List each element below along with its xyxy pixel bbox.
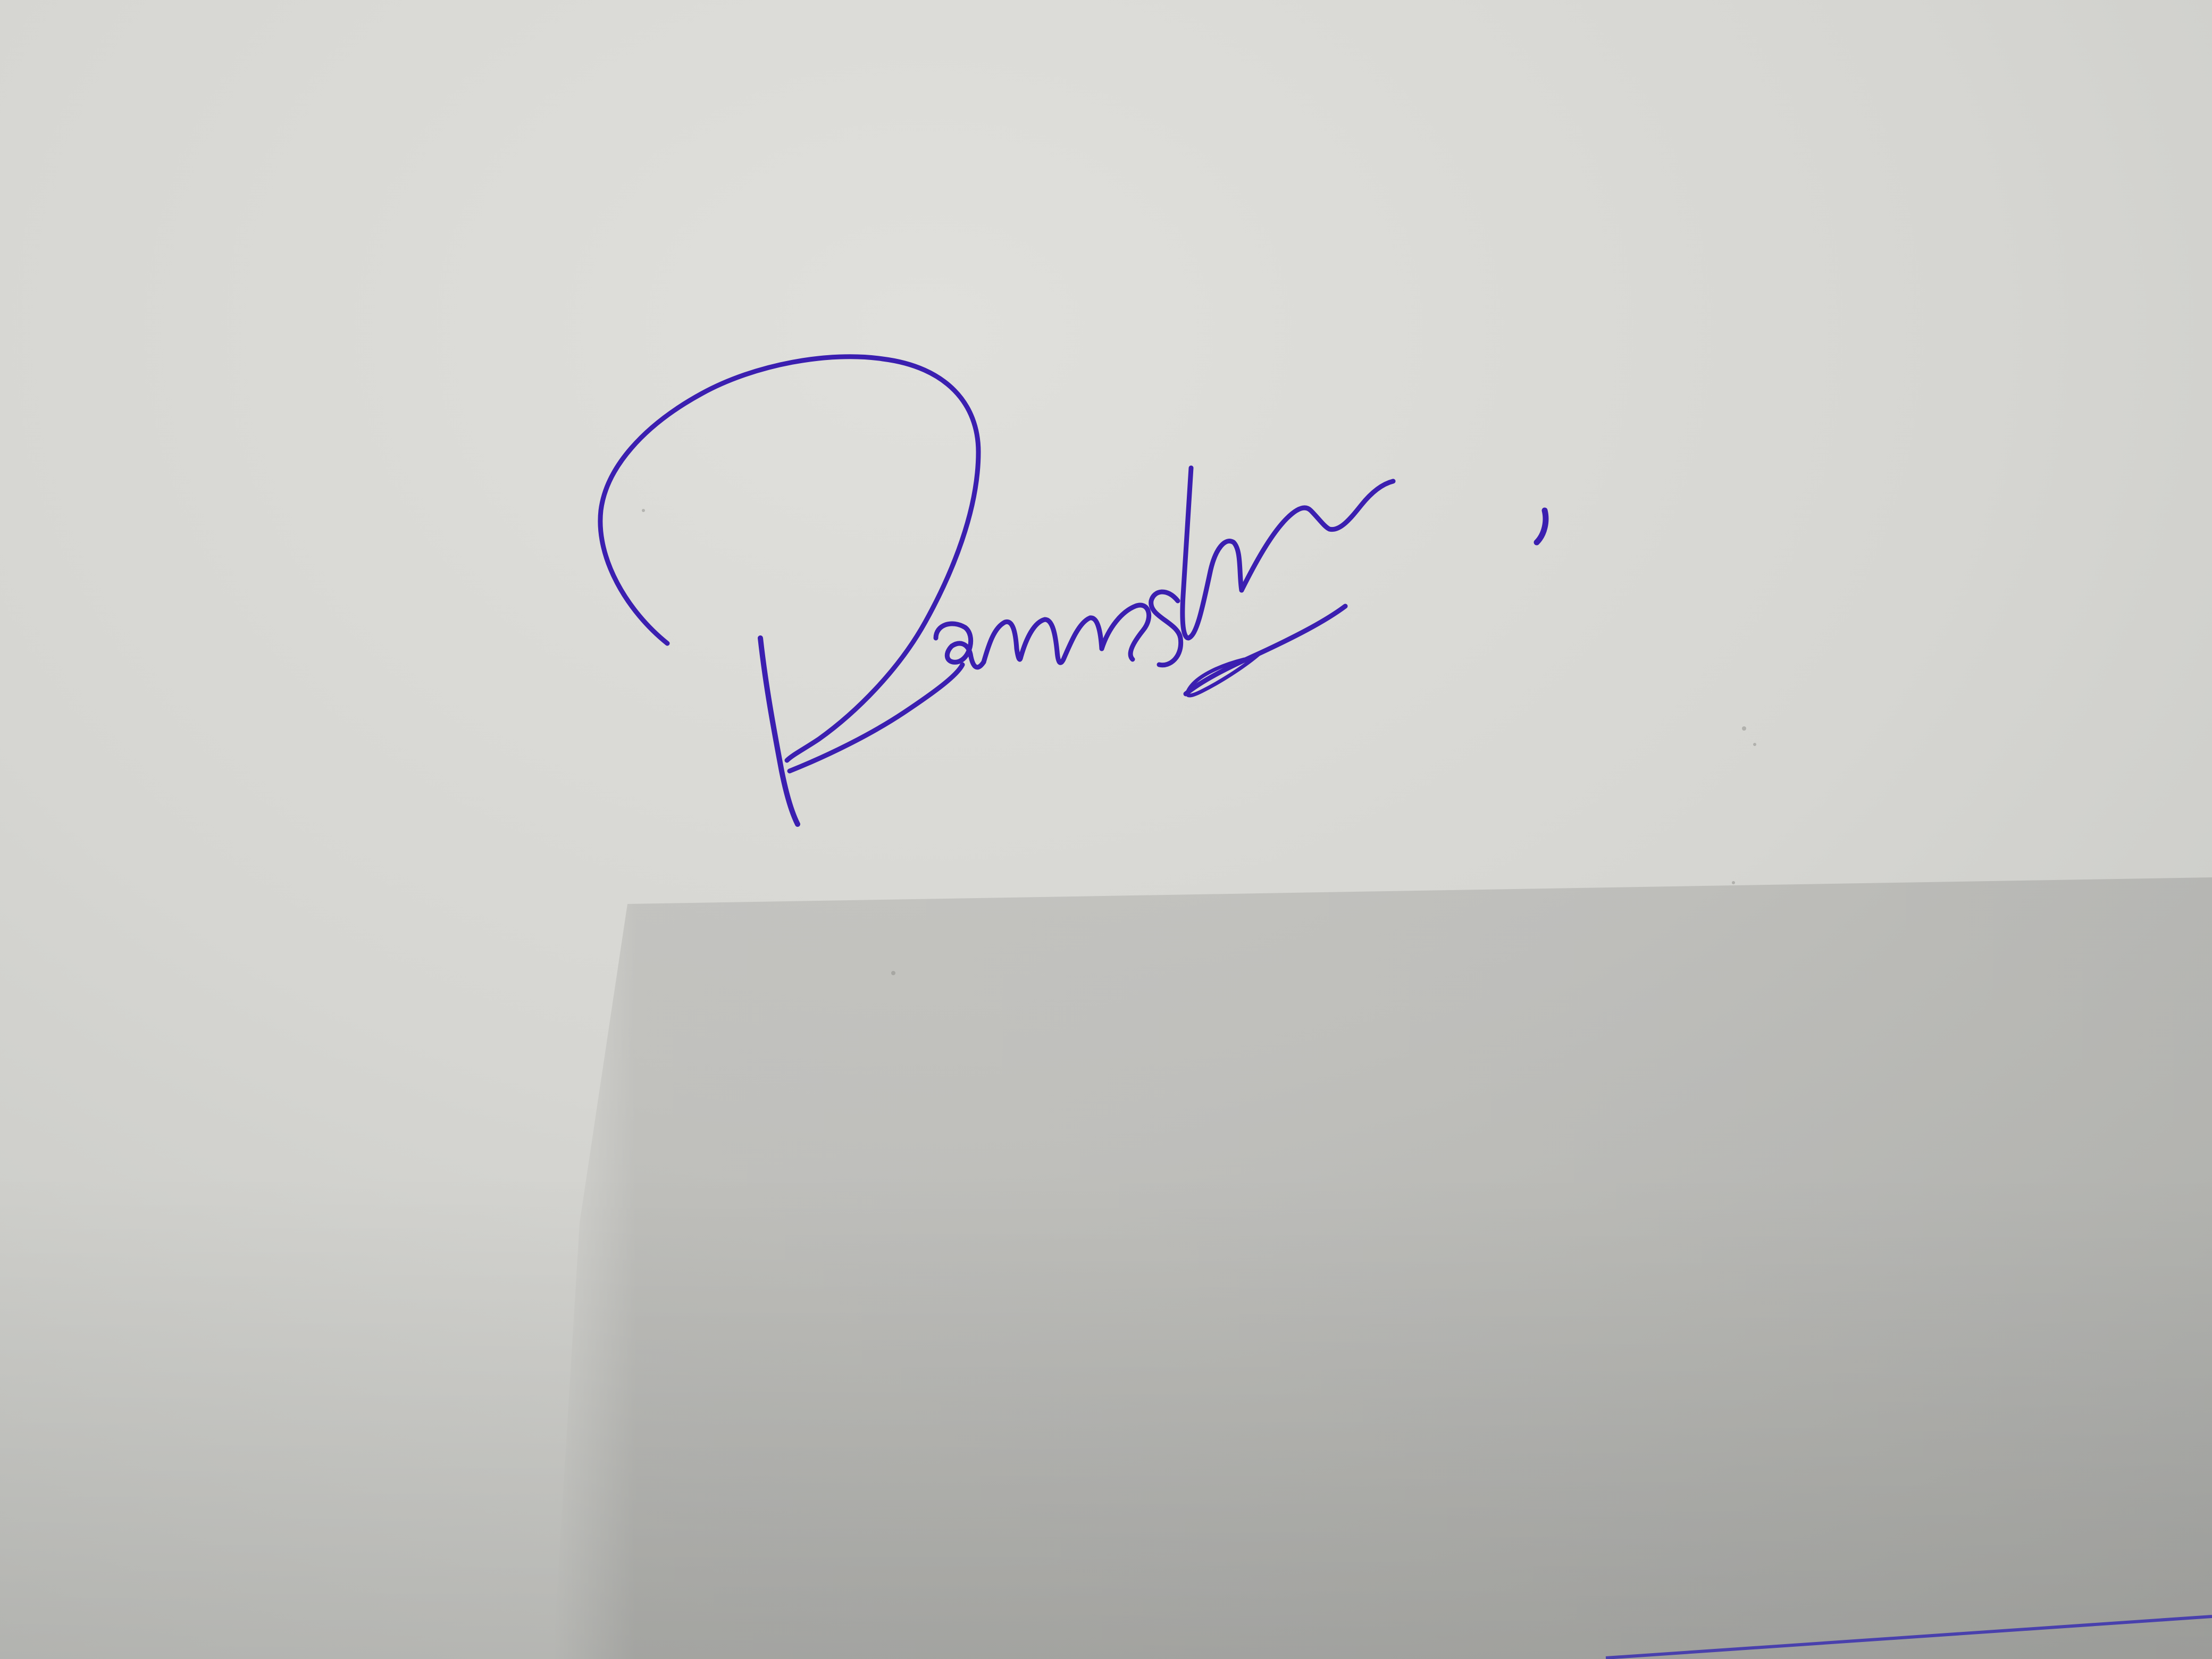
bottom-shade (0, 1170, 2212, 1659)
